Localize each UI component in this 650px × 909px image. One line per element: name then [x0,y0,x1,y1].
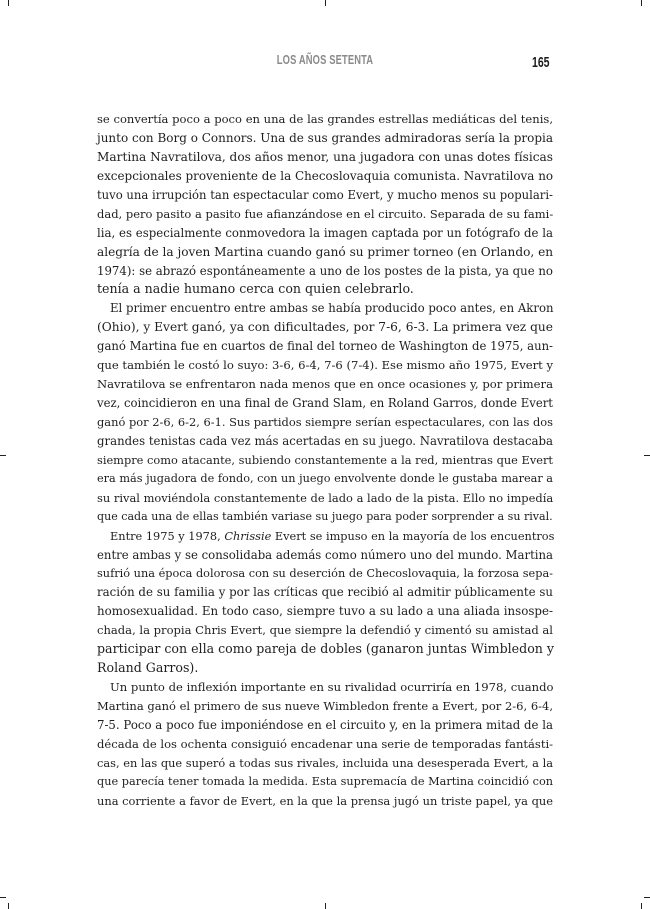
crop-mark [644,897,650,898]
text-segment: El primer encuentro entre ambas se había producido poco antes, en Akron [110,301,554,316]
text-segment: Navratilova se enfrentaron nada menos que en once ocasiones y, por primera [97,377,553,392]
text-segment: su rival moviéndola constantemente de lado a lado de la pista. Ello no impedía [97,490,554,505]
text-line [97,640,553,659]
text-segment: 7-5. Poco a poco fue imponiéndose en el circuito y, en la primera mitad de la [97,718,553,732]
text-segment: 1974): se abrazó espontáneamente a uno de los postes de la pista, ya que no [97,263,553,278]
text-segment: sufrió una época dolorosa con su deserción de Checoslovaquia, la forzosa sepa- [97,566,553,580]
text-segment: Martina ganó el primero de sus nueve Wimbledon frente a Evert, por 2-6, 6-4, [97,699,553,714]
text-segment: homosexualidad. En todo caso, siempre tuvo a su lado a una aliada insospe- [97,604,553,619]
text-segment: alegría de la joven Martina cuando ganó su primer torneo (en Orlando, en [97,244,554,259]
crop-mark [8,903,9,909]
text-segment: Un punto de inflexión importante en su rivalidad ocurriría en 1978, cuando [110,680,554,695]
text-line [97,186,553,205]
text-segment: década de los ochenta consiguió encadenar una serie de temporadas fantásti- [97,736,554,751]
text-line [97,546,553,565]
text-segment: dad, pero pasito a pasito fue afianzándose en el circuito. Separada de su fami- [97,206,554,221]
text-line [97,602,553,621]
crop-mark [8,0,9,6]
text-line [97,356,553,375]
text-segment: lia, es especialmente conmovedora la imagen captada por un fotógrafo de la [97,225,553,240]
text-line [97,148,553,167]
text-line [97,697,553,716]
crop-mark [0,455,6,456]
text-line [97,318,553,337]
text-line [97,262,553,281]
text-line [97,527,553,546]
text-line [97,773,553,792]
text-segment: excepcionales proveniente de la Checoslovaquia comunista. Navratilova no [97,168,554,183]
text-line [97,451,553,470]
text-line [97,716,553,735]
running-title: LOS AÑOS SETENTA [276,52,374,67]
body-text [97,110,553,811]
text-line [97,167,553,186]
text-segment: grandes tenistas cada vez más acertadas en su juego. Navratilova destacaba [97,433,553,448]
text-line [97,394,553,413]
text-line [97,792,553,811]
text-line [97,678,553,697]
text-segment: tenía a nadie humano cerca con quien celebrarlo. [97,281,414,297]
text-segment: ganó Martina fue en cuartos de final del torneo de Washington de 1975, aun- [97,339,553,354]
text-segment: (Ohio), y Evert ganó, ya con dificultades, por 7-6, 6-3. La primera vez que [97,320,553,335]
page-number: 165 [532,54,550,71]
text-line [97,583,553,602]
crop-mark [641,903,642,909]
text-line [97,129,553,148]
text-line [97,565,553,584]
text-segment: cas, en las que superó a todas sus rivales, incluida una desesperada Evert, a la [97,755,553,770]
text-segment: ración de su familia y por las críticas que recibió al admitir públicamente su [97,585,553,600]
text-segment: que también le costó lo suyo: 3-6, 6-4, 7-6 (7-4). Ese mismo año 1975, Evert y [97,358,554,373]
text-segment: Roland Garros). [97,660,199,676]
text-line [97,735,553,754]
text-line [97,280,553,299]
text-segment: una corriente a favor de Evert, en la que la prensa jugó un triste papel, ya que [97,793,553,808]
crop-mark [325,903,326,909]
crop-mark [0,897,6,898]
text-segment: ganó por 2-6, 6-2, 6-1. Sus partidos siempre serían espectaculares, con las dos [97,415,553,429]
text-line [97,224,553,243]
text-segment: junto con Borg o Connors. Una de sus grandes admiradoras sería la propia [97,130,553,145]
text-segment: que parecía tener tomada la medida. Esta supremacía de Martina coincidió con [97,774,553,788]
text-segment: vez, coincidieron en una final de Grand Slam, en Roland Garros, donde Evert [97,396,553,411]
text-line [97,432,553,451]
text-line [97,110,553,129]
text-segment: participar con ella como pareja de dobles (ganaron juntas Wimbledon y [97,641,555,657]
text-segment: chada, la propia Chris Evert, que siempre la defendió y cimentó su amistad al [97,623,553,638]
crop-mark [325,0,326,6]
text-segment: Martina Navratilova, dos años menor, una jugadora con unas dotes físicas [97,149,553,164]
text-line [97,413,553,432]
text-line [97,375,553,394]
text-line [97,659,553,678]
text-line [97,508,553,527]
text-line [97,337,553,356]
text-segment: Entre 1975 y 1978, [110,528,225,543]
text-segment: entre ambas y se consolidaba además como número uno del mundo. Martina [97,547,553,562]
text-line [97,243,553,262]
text-segment: era más jugadora de fondo, con un juego envolvente donde le gustaba marear a [97,471,553,485]
text-line [97,299,553,318]
text-line [97,754,553,773]
text-segment: tuvo una irrupción tan espectacular como Evert, y mucho menos su populari- [97,187,553,202]
text-segment: Evert se impuso en la mayoría de los encuentros [271,528,555,543]
text-line [97,489,553,508]
crop-mark [644,455,650,456]
text-line [97,205,553,224]
text-line [97,470,553,489]
text-segment: se convertía poco a poco en una de las grandes estrellas mediáticas del tenis, [97,112,553,126]
text-segment: siempre como atacante, subiendo constantemente a la red, mientras que Evert [97,452,553,467]
text-segment: que cada una de ellas también variase su juego para poder sorprender a su rival. [97,509,553,523]
crop-mark [641,0,642,6]
text-line [97,621,553,640]
text-segment: Chrissie [224,528,272,543]
